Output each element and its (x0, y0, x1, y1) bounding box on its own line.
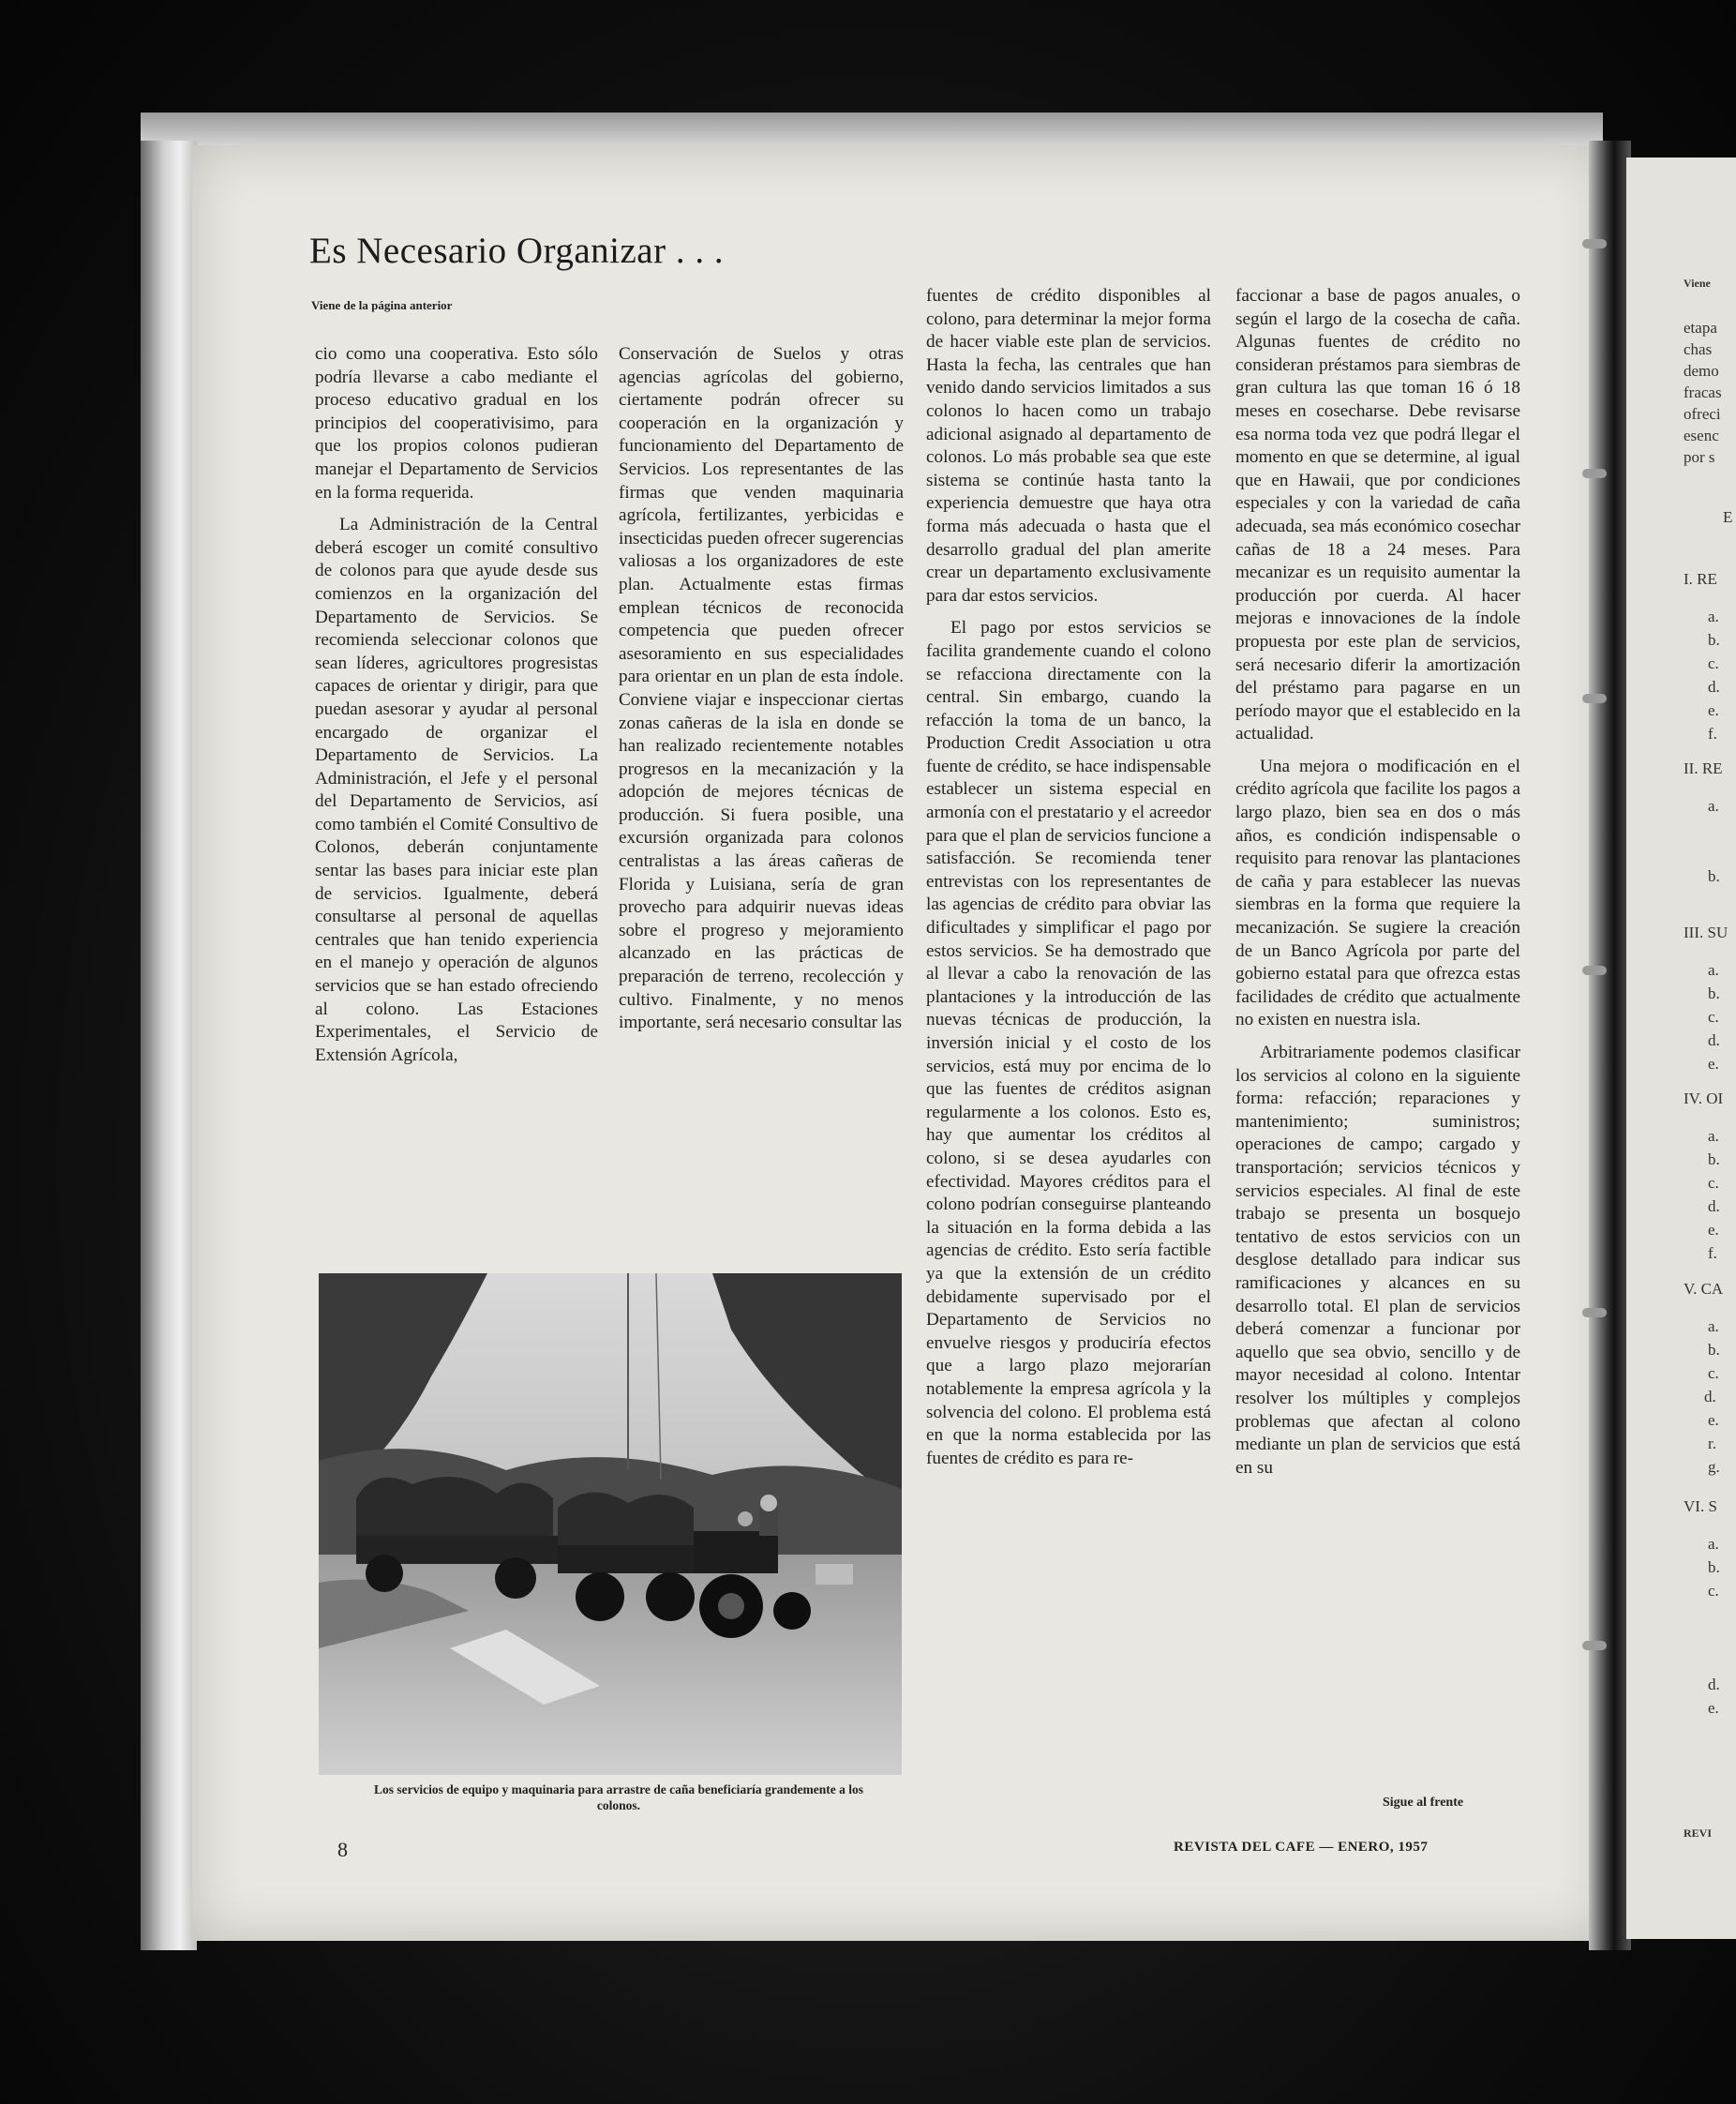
binder-left-edge (141, 141, 197, 1950)
next-page-line: f. (1708, 725, 1717, 743)
next-page-line: Viene (1684, 277, 1711, 290)
text-column-1 (315, 343, 598, 1234)
next-page-line: r. (1708, 1435, 1716, 1452)
next-page-line: c. (1708, 1174, 1719, 1192)
next-page-line: REVI (1684, 1826, 1713, 1840)
photo-caption: Los servicios de equipo y maquinaria para arrastre de caña beneficiaría grandemente a los colonos. (373, 1782, 864, 1812)
paragraph: cio como una cooperativa. Esto sólo podría llevarse a cabo mediante el proceso educativo gradual en los principios del cooperativisimo, para que los propios colonos pudieran manejar el Departamento de Servicios en la forma requerida. (315, 344, 598, 503)
page-number: 8 (337, 1838, 348, 1861)
next-page-line: e. (1708, 1699, 1719, 1717)
next-page-line: II. RE (1684, 759, 1723, 777)
text-column-4 (1235, 285, 1520, 1823)
next-page-line: a. (1708, 961, 1719, 979)
next-page-line: b. (1708, 1150, 1720, 1168)
paragraph: Arbitrariamente podemos clasificar los servicios al colono en la siguiente forma: refacción; reparaciones y mantenimiento; suministros; operaciones de campo; cargado y transportación; servicios técnicos y servicios especiales. Al final de este trabajo se presenta un bosquejo tentativo de estos servicios con un desglose detallado para indicar sus ramificaciones y alcances en su desarrollo total. El plan de servicios deberá comenzar a funcionar por aquello que sea obvio, sencillo y de mayor necesidad al colono. Intentar resolver los múltiples y complejos problemas que afectan al colono mediante un plan de servicios que está en su (1235, 1043, 1520, 1478)
next-page-line: b. (1708, 631, 1720, 649)
sugarcane-trailer-photo (319, 1273, 902, 1775)
binding-ring (1582, 239, 1607, 248)
page-gutter (1589, 141, 1631, 1950)
text-column-2 (619, 343, 904, 1234)
binding-ring (1582, 966, 1607, 975)
next-page-line: d. (1704, 1388, 1716, 1405)
next-page-line: fracas (1684, 383, 1722, 401)
next-page-line: III. SU (1684, 924, 1729, 941)
next-page-line: e. (1708, 1221, 1719, 1239)
next-page-line: e. (1708, 1411, 1719, 1429)
next-page-line: a. (1708, 797, 1719, 815)
next-page-line: b. (1708, 1558, 1720, 1576)
binder-cover-top (141, 113, 1603, 150)
next-page-line: E (1723, 508, 1733, 526)
next-page-line: c. (1708, 1582, 1719, 1600)
next-page-line: chas (1684, 340, 1713, 358)
publication-footer: REVISTA DEL CAFE — ENERO, 1957 (1174, 1840, 1429, 1855)
binding-ring (1582, 694, 1607, 703)
paragraph: Una mejora o modificación en el crédito agrícola que facilite los pagos a largo plazo, bien sea en dos o más años, es condición indispensable o requisito para renovar las plantaciones de caña y para establecer las nuevas siembras en la forma que requiere la mecanización. Se sugiere la creación de un Banco Agrícola por parte del gobierno estatal para que ofrezca estas facilidades de crédito que actualmente no existen en nuestra isla. (1235, 756, 1520, 1030)
article-photo (319, 1273, 902, 1775)
next-page-line: f. (1708, 1244, 1717, 1262)
next-page-line: IV. OI (1684, 1090, 1724, 1107)
next-page-line: ofreci (1684, 405, 1721, 423)
paragraph: faccionar a base de pagos anuales, o según el largo de la cosecha de caña. Algunas fuentes de crédito no consideran préstamos para siembras de gran cultura las que toman 16 ó 18 meses en cosecharse. Debe revisarse esa norma toda vez que podrá llegar el momento en que se determine, al igual que en Hawaii, que por condiciones especiales y con la variedad de caña adecuada, sea más económico cosechar cañas de 18 a 24 meses. Para mecanizar es un requisito aumentar la producción por cuerda. Al hacer mejoras e innovaciones de la índole propuesta por este plan de servicios, será necesario diferir la amortización del préstamo para pagarse en un período mayor que el establecido en la actualidad. (1235, 286, 1520, 744)
paragraph: El pago por estos servicios se facilita grandemente cuando el colono se refacciona directamente con la central. Sin embargo, cuando la refacción la toma de un banco, la Production Credit Association u otra fuente de crédito, se hace indispensable establecer un sistema especial en armonía con el prestatario y el acreedor para que el plan de servicios funcione a satisfacción. Se recomienda tener entrevistas con los representantes de las agencias de crédito para obviar las dificultades y simplificar el pago por estos servicios. Se ha demostrado que al llevar a cabo la renovación de las plantaciones y la introducción de las nuevas técnicas de producción, la inversión inicial y el costo de los servicios, está muy por encima de lo que las fuentes de créditos asignan regularmente a los colonos. Esto es, hay que aumentar los créditos al colono, si se desea ayudarles con efectividad. Mayores créditos para el colono podrían conseguirse planteando la situación en la forma debida a las agencias de crédito. Esto sería factible ya que la extensión de un crédito debidamente supervisado por el Departamento de Servicios no envuelve riesgos y produciría efectos que a largo plazo mejorarían notablemente la empresa agrícola y la solvencia del colono. El problema está en que la norma establecida por las fuentes de crédito es para re- (926, 618, 1211, 1468)
binding-ring (1582, 469, 1607, 478)
next-page-line: etapa (1684, 319, 1717, 337)
next-page-line: c. (1708, 654, 1719, 672)
next-page-line: esenc (1684, 427, 1719, 444)
next-page-line: demo (1684, 362, 1719, 380)
next-page-line: d. (1708, 1031, 1720, 1049)
next-page-line: d. (1708, 1676, 1720, 1693)
next-page-line: a. (1708, 1127, 1719, 1145)
binding-ring (1582, 1641, 1607, 1650)
continued-from-note: Viene de la página anterior (311, 298, 453, 312)
article-title: Es Necesario Organizar . . . (309, 231, 725, 271)
next-page-line: e. (1708, 701, 1719, 719)
paragraph: Conservación de Suelos y otras agencias agrícolas del gobierno, ciertamente podrán ofrecer su cooperación en la organización y funcionamiento del Departamento de Servicios. Los representantes de las firmas que venden maquinaria agrícola, fertilizantes, yerbicidas e insecticidas pueden ofrecer sugerencias valiosas a los organizadores de este plan. Actualmente estas firmas emplean técnicos de reconocida competencia que pueden ofrecer asesoramiento en sus especialidades para orientar en un plan de esta índole. Conviene viajar e inspeccionar ciertas zonas cañeras de la isla en donde se han realizado recientemente notables progresos en la mecanización y la adopción de mejores técnicas de producción. Si fuera posible, una excursión organizada para colonos centralistas a las áreas cañeras de Florida y Luisiana, sería de gran provecho para adquirir nuevas ideas sobre el progreso y mejoramiento alcanzado en las prácticas de preparación de terreno, recolección y cultivo. Finalmente, y no menos importante, será necesario consultar las (619, 344, 904, 1033)
paragraph: La Administración de la Central deberá escoger un comité consultivo de colonos para que ayude desde sus comienzos en la organización del Departamento de Servicios. Se recomienda seleccionar colonos que sean líderes, agricultores progresistas capaces de orientar y dirigir, para que puedan asesorar y ayudar al personal encargado de organizar el Departamento de Servicios. La Administración, el Jefe y el personal del Departamento de Servicios, así como también el Comité Consultivo de Colonos, deberán conjuntamente sentar las bases para iniciar este plan de servicios. Igualmente, deberá consultarse al personal de aquellas centrales que han tenido experiencia en el manejo y operación de algunos servicios que se han estado ofreciendo al colono. Las Estaciones Experimentales, el Servicio de Extensión Agrícola, (315, 515, 598, 1065)
paragraph: fuentes de crédito disponibles al colono, para determinar la mejor forma de hacer viable este plan de servicios. Hasta la fecha, las centrales que han venido dando servicios limitados a sus colonos lo hacen como un trabajo adicional asignado al departamento de colonos. Lo más probable sea que este sistema se continúe hasta tanto la experiencia demuestre que haya otra forma más adecuada o hasta que el desarrollo gradual del plan amerite crear un departamento exclusivamente para dar estos servicios. (926, 286, 1211, 606)
next-page-line: a. (1708, 1535, 1719, 1553)
next-page-line: a. (1708, 1317, 1719, 1335)
continues-note: Sigue al frente (1383, 1796, 1464, 1810)
next-page-line: c. (1708, 1008, 1719, 1026)
binding-ring (1582, 1308, 1607, 1317)
next-page-line: c. (1708, 1364, 1719, 1382)
next-page-line: b. (1708, 867, 1720, 885)
next-page-line: a. (1708, 608, 1719, 625)
text-column-3 (926, 285, 1211, 1823)
next-page-line: b. (1708, 1341, 1720, 1359)
next-page-line: g. (1708, 1458, 1720, 1476)
next-page-line: I. RE (1684, 570, 1717, 588)
next-page-line: e. (1708, 1055, 1719, 1073)
next-page-line: por s (1684, 448, 1715, 466)
next-page-line: VI. S (1684, 1497, 1717, 1515)
next-page-line: d. (1708, 678, 1720, 696)
next-page-line: V. CA (1684, 1280, 1724, 1298)
next-page-line: d. (1708, 1197, 1720, 1215)
next-page-line: b. (1708, 984, 1720, 1002)
